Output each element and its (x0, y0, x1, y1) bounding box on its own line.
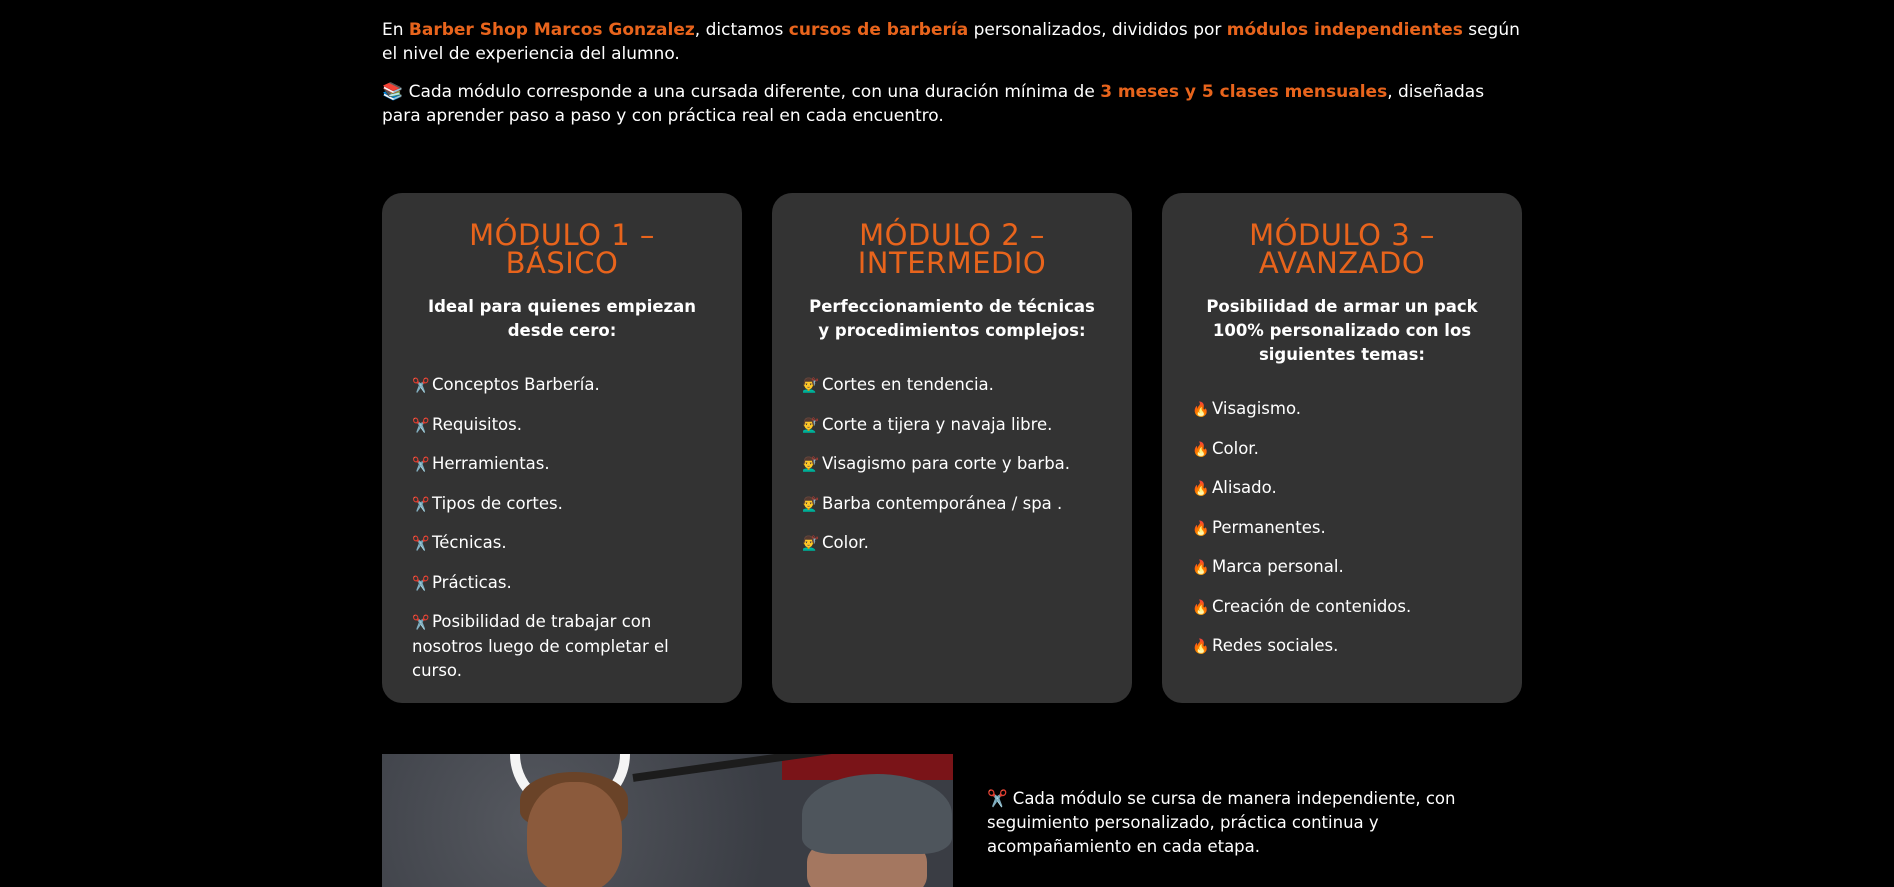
list-item-label: Prácticas. (432, 572, 512, 592)
duration-highlight: 3 meses y 5 clases mensuales (1100, 82, 1388, 102)
list-item (412, 531, 712, 556)
student-head (527, 782, 622, 887)
list-item (1192, 476, 1492, 501)
barber-cap (802, 774, 952, 854)
module-subtitle: Perfeccionamiento de técnicas y procedimientos complejos: (809, 297, 1095, 340)
intro-text: , diseñadas para aprender paso a paso y con práctica real en cada encuentro. (382, 82, 1485, 126)
barber-class-photo (382, 754, 953, 887)
list-item-label: Visagismo. (1212, 399, 1301, 418)
list-item (412, 373, 712, 398)
scissors-icon: ✂️ (412, 457, 430, 473)
intro-text: , dictamos (694, 20, 789, 40)
list-item-label: Alisado. (1212, 478, 1277, 497)
list-item-label: Redes sociales. (1212, 636, 1339, 655)
list-item-label: Técnicas. (432, 533, 507, 552)
intro-section (382, 18, 1522, 142)
intro-text: personalizados, divididos por (968, 20, 1227, 40)
note-text: Cada módulo se cursa de manera independiente, con seguimiento personalizado, práctica continua y acompañamiento en cada etapa. (987, 789, 1456, 856)
list-item-label: Creación de contenidos. (1212, 596, 1412, 616)
fire-icon: 🔥 (1192, 639, 1210, 655)
list-item-label: Color. (822, 533, 869, 552)
list-item-label: Corte a tijera y navaja libre. (822, 414, 1053, 434)
list-item (802, 531, 1102, 556)
haircut-icon: 💇‍♂️ (802, 496, 820, 513)
scissors-icon: ✂️ (412, 378, 430, 394)
fire-icon: 🔥 (1192, 560, 1210, 576)
haircut-icon: 💇‍♂️ (802, 378, 820, 394)
list-item-label: Herramientas. (432, 454, 550, 473)
intro-text: En (382, 20, 409, 40)
list-item (1192, 595, 1492, 620)
fire-icon: 🔥 (1192, 599, 1210, 616)
list-item-label: Marca personal. (1212, 557, 1344, 576)
module-card-intermedio (772, 193, 1132, 703)
list-item (1192, 634, 1492, 659)
list-item (1192, 397, 1492, 422)
list-item (802, 452, 1102, 477)
list-item-label: Visagismo para corte y barba. (822, 454, 1071, 473)
list-item (802, 413, 1102, 438)
list-item-label: Barba contemporánea / spa . (822, 493, 1063, 513)
intro-paragraph-1 (382, 18, 1522, 66)
fire-icon: 🔥 (1192, 402, 1210, 418)
intro-paragraph-2 (382, 80, 1522, 128)
list-item-label: Posibilidad de trabajar con nosotros luego de completar el curso. (412, 612, 669, 680)
list-item-label: Permanentes. (1212, 517, 1326, 537)
list-item (1192, 437, 1492, 462)
module-subtitle: Posibilidad de armar un pack 100% personalizado con los siguientes temas: (1206, 297, 1478, 364)
list-item-label: Conceptos Barbería. (432, 375, 600, 394)
modules-highlight: módulos independientes (1226, 20, 1463, 40)
list-item-label: Color. (1212, 438, 1259, 458)
intro-text: Cada módulo corresponde a una cursada diferente, con una duración mínima de (403, 82, 1101, 102)
haircut-icon: 💇‍♂️ (802, 417, 820, 434)
books-icon: 📚 (382, 82, 404, 102)
module-card-basico (382, 193, 742, 703)
haircut-icon: 💇‍♂️ (802, 536, 820, 552)
module-title: MÓDULO 3 – AVANZADO (1249, 218, 1435, 280)
list-item (802, 373, 1102, 398)
scissors-icon: ✂️ (412, 417, 430, 434)
list-item (1192, 516, 1492, 541)
module-card-avanzado (1162, 193, 1522, 703)
scissors-icon: ✂️ (412, 615, 430, 631)
fire-icon: 🔥 (1192, 520, 1210, 537)
module-topic-list (1192, 397, 1492, 659)
independent-modules-note (987, 787, 1457, 859)
list-item (802, 492, 1102, 517)
shop-name-highlight: Barber Shop Marcos Gonzalez (408, 20, 695, 40)
module-topic-list (412, 373, 712, 683)
scissors-icon: ✂️ (412, 575, 430, 592)
list-item (412, 610, 712, 683)
modules-grid (382, 193, 1523, 703)
list-item (412, 492, 712, 517)
scissors-icon: ✂️ (987, 789, 1008, 808)
list-item-label: Cortes en tendencia. (822, 375, 994, 394)
list-item (1192, 555, 1492, 580)
module-topic-list (802, 373, 1102, 556)
fire-icon: 🔥 (1192, 481, 1210, 497)
list-item-label: Requisitos. (432, 414, 522, 434)
module-title: MÓDULO 2 – INTERMEDIO (857, 218, 1047, 280)
fire-icon: 🔥 (1192, 441, 1210, 458)
list-item (412, 571, 712, 596)
scissors-icon: ✂️ (412, 496, 430, 513)
scissors-icon: ✂️ (412, 536, 430, 552)
intro-text: según el nivel de experiencia del alumno. (382, 20, 1520, 64)
courses-highlight: cursos de barbería (788, 20, 969, 40)
module-title: MÓDULO 1 – BÁSICO (469, 218, 655, 280)
list-item (412, 413, 712, 438)
haircut-icon: 💇‍♂️ (802, 457, 820, 473)
list-item (412, 452, 712, 477)
list-item-label: Tipos de cortes. (432, 493, 563, 513)
module-subtitle: Ideal para quienes empiezan desde cero: (427, 297, 697, 340)
